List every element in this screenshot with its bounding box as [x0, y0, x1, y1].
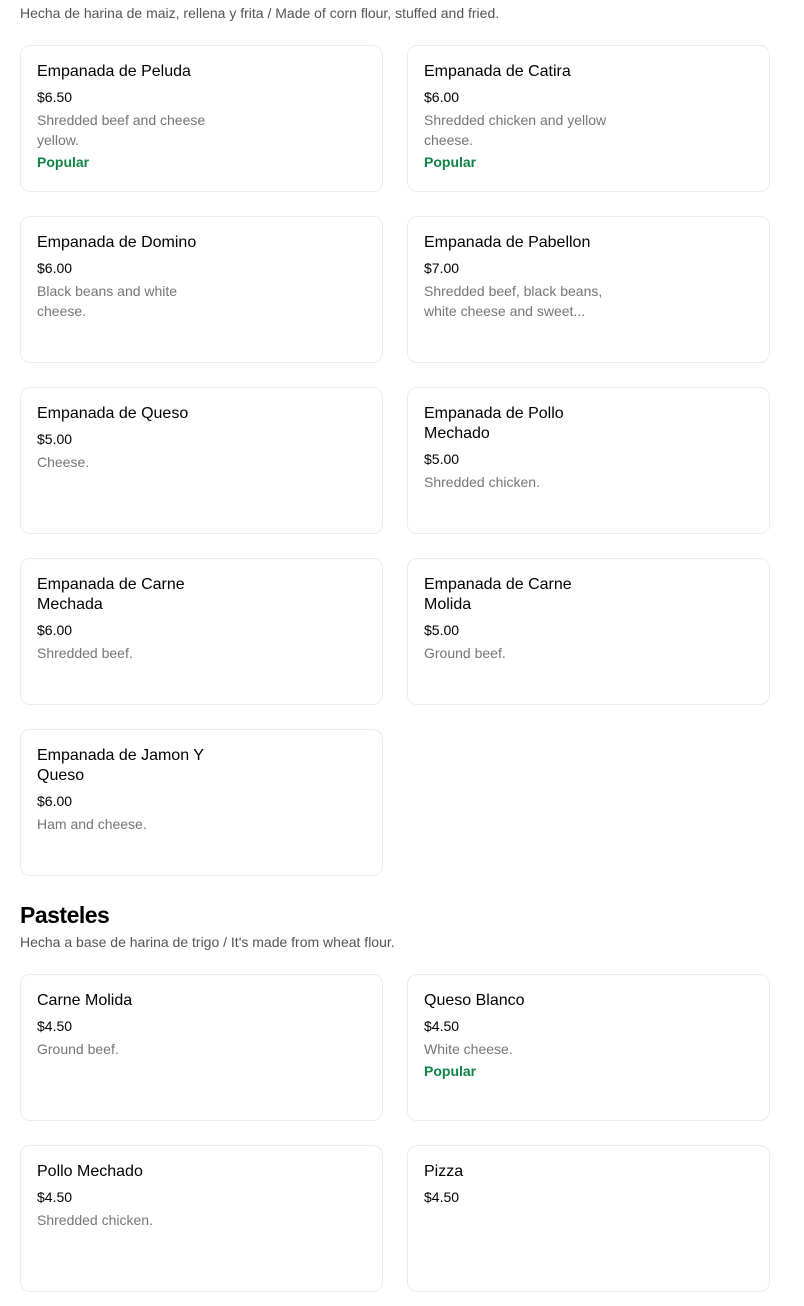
- menu-item-card[interactable]: [20, 558, 383, 705]
- menu-item-card[interactable]: [20, 387, 383, 534]
- menu-item-card[interactable]: [20, 216, 383, 363]
- item-price: $6.00: [37, 260, 73, 276]
- popular-badge: Popular: [424, 154, 477, 170]
- item-description: Shredded chicken and yellow cheese.: [424, 112, 607, 148]
- item-name: Empanada de Jamon Y Queso: [37, 747, 204, 784]
- item-description: Ham and cheese.: [37, 816, 147, 832]
- menu-item-card[interactable]: [407, 216, 770, 363]
- menu-item-card[interactable]: [407, 974, 770, 1121]
- item-name: Empanada de Pollo Mechado: [424, 405, 564, 442]
- menu-item-card[interactable]: [407, 45, 770, 192]
- item-price: $4.50: [424, 1018, 460, 1034]
- menu-item-card[interactable]: [20, 974, 383, 1121]
- menu-item-card[interactable]: [20, 729, 383, 876]
- item-price: $4.50: [37, 1189, 73, 1205]
- empanadas-section-description: Hecha de harina de maiz, rellena y frita / Made of corn flour, stuffed and fried.: [20, 5, 500, 21]
- item-price: $5.00: [424, 451, 460, 467]
- item-description: Ground beef.: [37, 1041, 119, 1057]
- item-description: Shredded beef and cheese yellow.: [37, 112, 206, 148]
- menu-item-card[interactable]: [407, 558, 770, 705]
- item-description: Shredded chicken.: [424, 474, 540, 490]
- item-name: Empanada de Carne Mechada: [37, 576, 185, 613]
- item-name: Pollo Mechado: [37, 1163, 143, 1180]
- item-name: Empanada de Carne Molida: [424, 576, 572, 613]
- item-name: Carne Molida: [37, 992, 133, 1009]
- popular-badge: Popular: [424, 1063, 477, 1079]
- menu-item-card[interactable]: [407, 1145, 770, 1292]
- item-name: Empanada de Domino: [37, 234, 197, 251]
- item-description: Black beans and white cheese.: [37, 283, 178, 319]
- item-price: $6.00: [424, 89, 460, 105]
- item-description: Shredded chicken.: [37, 1212, 153, 1228]
- item-price: $6.00: [37, 793, 73, 809]
- item-name: Queso Blanco: [424, 992, 525, 1009]
- item-name: Empanada de Queso: [37, 405, 189, 422]
- item-description: Shredded beef, black beans, white cheese and sweet...: [424, 283, 603, 319]
- item-price: $4.50: [37, 1018, 73, 1034]
- popular-badge: Popular: [37, 154, 90, 170]
- item-name: Empanada de Catira: [424, 63, 571, 80]
- menu-item-card[interactable]: [20, 1145, 383, 1292]
- item-description: Shredded beef.: [37, 645, 133, 661]
- item-description: Cheese.: [37, 454, 90, 470]
- item-description: White cheese.: [424, 1041, 513, 1057]
- item-price: $5.00: [37, 431, 73, 447]
- item-name: Empanada de Peluda: [37, 63, 191, 80]
- item-price: $7.00: [424, 260, 460, 276]
- pasteles-section-description: Hecha a base de harina de trigo / It's made from wheat flour.: [20, 934, 395, 950]
- item-price: $5.00: [424, 622, 460, 638]
- menu-item-card[interactable]: [407, 387, 770, 534]
- item-name: Empanada de Pabellon: [424, 234, 591, 251]
- item-price: $6.00: [37, 622, 73, 638]
- item-price: $6.50: [37, 89, 73, 105]
- item-name: Pizza: [424, 1163, 464, 1180]
- section-title: Pasteles: [20, 902, 110, 928]
- menu-item-card[interactable]: [20, 45, 383, 192]
- item-description: Ground beef.: [424, 645, 506, 661]
- item-price: $4.50: [424, 1189, 460, 1205]
